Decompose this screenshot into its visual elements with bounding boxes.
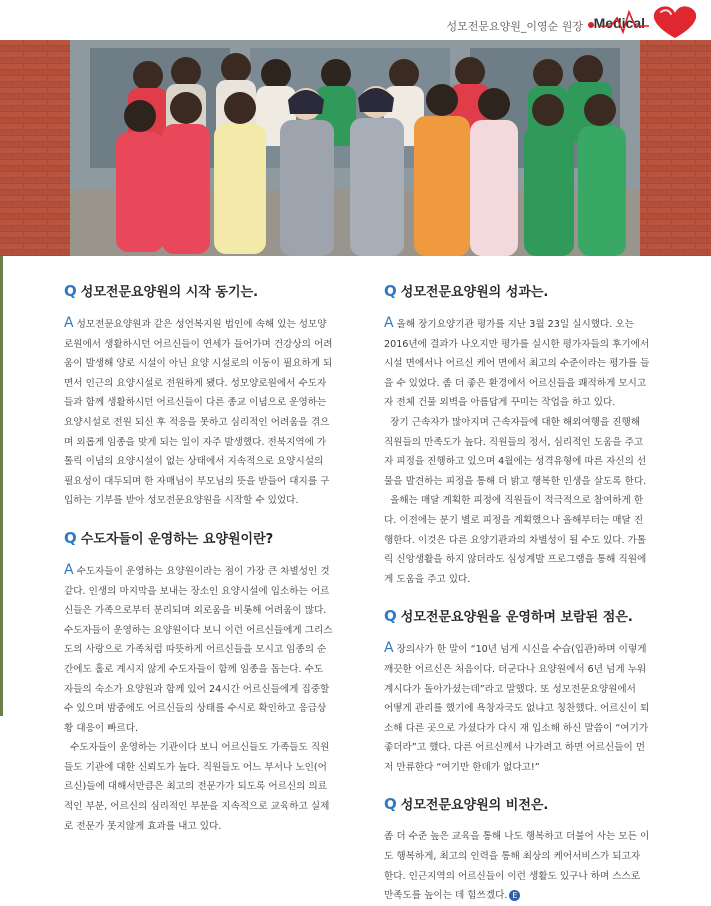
left-column bbox=[64, 282, 366, 836]
answer-line: 릭 신앙생활을 하지 않더라도 심성계발 프로그램을 통해 직원에 bbox=[384, 554, 647, 566]
answer-paragraph bbox=[64, 314, 366, 511]
answer-line: 다. 이전에는 분기 별로 피정을 계획했으나 올해부터는 매달 진 bbox=[384, 514, 644, 526]
answer-paragraph bbox=[384, 314, 686, 589]
right-column bbox=[384, 282, 686, 906]
answer-line: 수도자들이 운영하는 기관이다 보니 어르신들도 가족들도 직원 bbox=[70, 742, 330, 754]
answer-line: 장기 근속자가 많아지며 근속자들에 대한 해외여행을 진행해 bbox=[390, 416, 641, 428]
question-heading bbox=[384, 795, 686, 815]
answer-line: 수도자들이 운영하는 요양원이다 보니 이런 어르신들에게 그리스 bbox=[64, 624, 333, 636]
answer-line: 소해 다른 곳으로 가셨다가 다시 재 입소해 하신 말씀이 “여기가 bbox=[384, 722, 649, 734]
q-mark: Q bbox=[64, 282, 77, 300]
question-heading bbox=[64, 529, 366, 549]
q-mark: Q bbox=[384, 607, 397, 626]
answer-line: 황 대응이 빠르다. bbox=[64, 722, 139, 734]
question-title: 성모전문요양원의 비전은. bbox=[400, 798, 549, 814]
answer-line: 간에도 홀로 계시지 않게 수도자들이 함께 임종을 돕는다. 수도 bbox=[64, 663, 324, 675]
answer-line: 자들의 숙소가 요양원과 함께 있어 24시간 어르신들에게 집중할 bbox=[64, 683, 330, 695]
answer-line: 로원에서 생활하시던 어르신들이 연세가 들어가며 건강상의 어려 bbox=[64, 338, 333, 350]
answer-line: 2016년에 결과가 나오지만 평가를 실시한 평가자들의 후기에서 bbox=[384, 338, 650, 350]
answer-line: 톨릭 이념의 요양시설이 없는 상태에서 지속적으로 요양시설의 bbox=[64, 456, 324, 468]
answer-line: 어떻게 관리를 했기에 욕창자국도 없냐고 칭찬했다. 어르신이 퇴 bbox=[384, 703, 650, 715]
answer-paragraph bbox=[64, 561, 366, 836]
answer-line: 수 있으며 밤중에도 어르신들의 상태를 수시로 확인하고 응급상 bbox=[64, 703, 327, 715]
heart-ecg-icon bbox=[597, 2, 707, 42]
answer-line: 만족도를 높이는 데 힘쓰겠다. bbox=[384, 890, 508, 902]
answer-line: 도 행복하게, 최고의 인력을 통해 최상의 케어서비스가 되고자 bbox=[384, 851, 641, 863]
answer-line: 행한다. 이것은 다른 요양기관과의 차별성이 될 수도 있다. 가톨 bbox=[384, 534, 647, 546]
a-mark: A bbox=[384, 640, 394, 657]
answer-line: 을 수 있었다. 좀 더 좋은 환경에서 어르신들을 쾌적하게 모시고 bbox=[384, 377, 647, 389]
answer-line: 신들은 가족으로부터 분리되며 외로움을 비롯해 어려움이 많다. bbox=[64, 605, 327, 617]
group-photo bbox=[0, 40, 711, 256]
answer-line: 움이 발생해 양로 시설이 아닌 요양 시설로의 이동이 필요하게 되 bbox=[64, 358, 333, 370]
answer-line: 면서 인근의 요양시설로 전원하게 됐다. 성모양로원에서 수도자 bbox=[64, 377, 327, 389]
question-heading bbox=[384, 607, 686, 627]
a-mark: A bbox=[384, 315, 394, 331]
answer-line: 도의 사랑으로 가족처럼 따뜻하게 어르신들을 모시고 임종의 순 bbox=[64, 644, 327, 656]
answer-line: 요양시설로 전원 되신 후 적응을 못하고 심리적인 어려움을 겪으 bbox=[64, 416, 330, 428]
question-heading bbox=[384, 282, 686, 302]
answer-line: 며 외롭게 임종을 맞게 되는 일이 자주 발생했다. 전북지역에 가 bbox=[64, 436, 327, 448]
answer-line: 수도자들이 운영하는 요양원이라는 점이 가장 큰 차별성인 것 bbox=[76, 565, 330, 577]
answer-line: 좀 더 수준 높은 교육을 통해 나도 행복하고 더불어 사는 모든 이 bbox=[384, 831, 650, 843]
answer-line: 올해는 매달 계획한 피정에 직원들이 적극적으로 참여하게 한 bbox=[390, 495, 644, 507]
answer-line: 같다. 인생의 마지막을 보내는 장소인 요양시설에 입소하는 어르 bbox=[64, 585, 330, 597]
question-title: 성모전문요양원의 시작 동기는. bbox=[80, 285, 259, 300]
question-title: 성모전문요양원을 운영하며 보람된 점은. bbox=[400, 610, 633, 626]
answer-line: 적인 부분, 어르신의 심리적인 부분을 지속적으로 교육하고 실제 bbox=[64, 801, 330, 813]
answer-line: 들도 기관에 대한 신뢰도가 높다. 직원들도 어느 부서나 노인(어 bbox=[64, 761, 327, 773]
answer-line: 깨끗한 어르신은 처음이다. 더군다나 요양원에서 6년 넘게 누워 bbox=[384, 663, 647, 675]
header-source: 성모전문요양원_이영순 원장 bbox=[446, 20, 583, 33]
a-mark: A bbox=[64, 315, 74, 331]
answer-line: 한다. 인근지역의 어르신들이 이런 생활도 있구나 하며 스스로 bbox=[384, 870, 641, 882]
question-title: 수도자들이 운영하는 요양원이란? bbox=[80, 531, 274, 547]
answer-line: 성모전문요양원과 같은 성언복지원 법인에 속해 있는 성모양 bbox=[76, 319, 327, 330]
answer-line: 르신)들에 대해서만큼은 최고의 전문가가 되도록 어르신의 의료 bbox=[64, 781, 327, 793]
answer-line: 자 전체 건물 외벽을 아름답게 꾸미는 작업을 하고 있다. bbox=[384, 397, 616, 409]
answer-line: 장의사가 한 말이 “10년 넘게 시신을 수습(입관)하며 이렇게 bbox=[396, 644, 647, 656]
answer-line: 로 전문가 못지않게 효과를 내고 있다. bbox=[64, 820, 222, 832]
answer-paragraph bbox=[384, 827, 686, 905]
q-mark: Q bbox=[384, 795, 397, 814]
answer-line: 들과 함께 생활하시던 어르신들이 다른 종교 이념으로 운영하는 bbox=[64, 397, 327, 409]
answer-line: 시설 면에서나 어르신 케어 면에서 최고의 수준이라는 평가를 들 bbox=[384, 358, 650, 370]
end-mark-icon: E bbox=[509, 890, 520, 901]
section-label: Medical bbox=[593, 15, 645, 31]
a-mark: A bbox=[64, 561, 74, 578]
answer-line: 계시다가 돌아가셨는데”라고 말했다. 또 성모전문요양원에서 bbox=[384, 683, 636, 695]
answer-paragraph bbox=[384, 639, 686, 777]
answer-line: 저 만류한다 “여기만 한데가 없다고!” bbox=[384, 761, 540, 773]
question-title: 성모전문요양원의 성과는. bbox=[400, 285, 549, 300]
answer-line: 필요성이 대두되며 한 자매님이 부모님의 뜻을 받들어 대지를 구 bbox=[64, 475, 330, 487]
answer-line: 게 도움을 주고 있다. bbox=[384, 573, 471, 585]
answer-line: 좋더라”고 했다. 다른 어르신께서 나가려고 하면 어르신들이 먼 bbox=[384, 742, 646, 754]
answer-line: 자 피정을 진행하고 있으며 4월에는 성격유형에 따른 자신의 선 bbox=[384, 456, 647, 468]
answer-line: 직원들의 만족도가 높다. 직원들의 정서, 심리적인 도움을 주고 bbox=[384, 436, 644, 448]
left-edge-strip bbox=[0, 256, 3, 716]
answer-line: 올해 장기요양기관 평가를 지난 3월 23일 실시했다. 오는 bbox=[396, 319, 634, 330]
q-mark: Q bbox=[64, 528, 77, 547]
question-heading bbox=[64, 282, 366, 302]
answer-line: 입하는 기부를 받아 성모전문요양원을 시작할 수 있었다. bbox=[64, 495, 299, 507]
page-header bbox=[0, 0, 711, 40]
q-mark: Q bbox=[384, 282, 397, 300]
answer-line: 물을 발견하는 피정을 통해 더 밝고 행복한 인생을 살도록 한다. bbox=[384, 475, 647, 487]
